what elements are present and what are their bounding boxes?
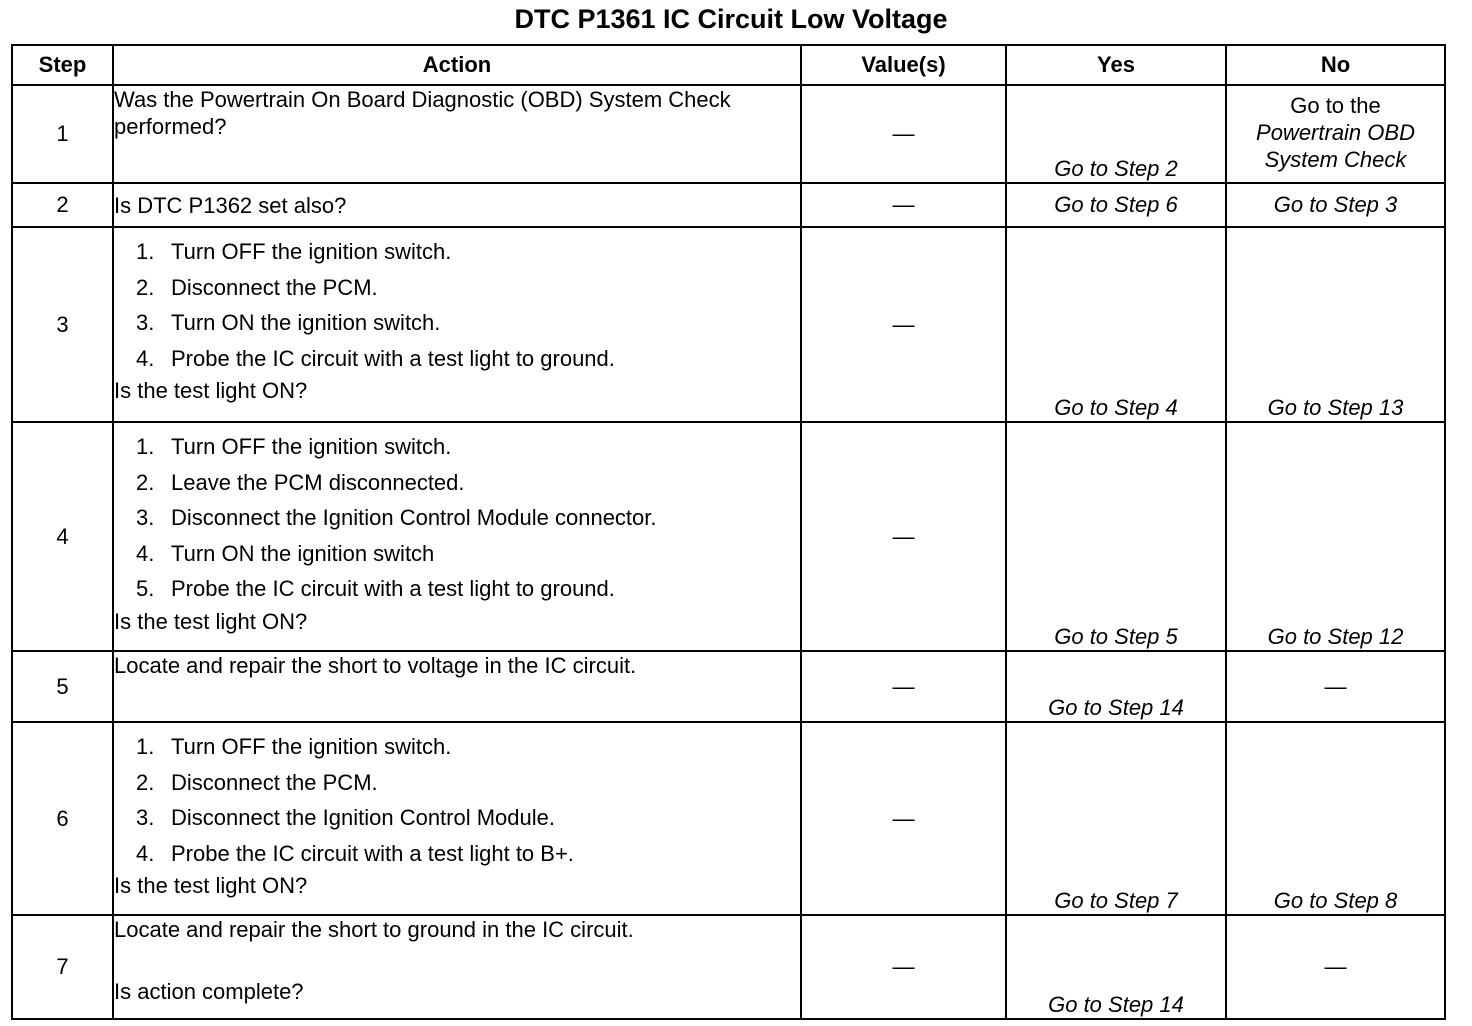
- header-action: Action: [113, 45, 801, 85]
- no-link[interactable]: Go to Step 12: [1226, 422, 1445, 651]
- header-step: Step: [12, 45, 113, 85]
- table-row: [12, 227, 1445, 422]
- table-row: [12, 422, 1445, 651]
- step-number: 1: [12, 85, 113, 183]
- step-text: Turn OFF the ignition switch.: [171, 434, 452, 459]
- procedure-list: [114, 729, 800, 871]
- list-item: 2. Disconnect the PCM.: [136, 274, 378, 300]
- list-item: 1. Turn OFF the ignition switch.: [136, 734, 452, 759]
- question-text: Is the test light ON?: [114, 378, 308, 403]
- action-text: Was the Powertrain On Board Diagnostic (OBD) System Check performed?: [114, 87, 731, 139]
- table-row: [12, 722, 1445, 915]
- header-no: No: [1226, 45, 1445, 85]
- no-line: Go to the: [1290, 93, 1381, 118]
- list-item: 4. Probe the IC circuit with a test light to B+.: [136, 840, 574, 866]
- yes-link[interactable]: Go to Step 14: [1006, 651, 1226, 722]
- step-text: Disconnect the Ignition Control Module.: [171, 805, 555, 830]
- header-yes: Yes: [1006, 45, 1226, 85]
- step-text: Disconnect the Ignition Control Module connector.: [171, 505, 657, 530]
- table-row: [12, 85, 1445, 183]
- list-item: 4. Probe the IC circuit with a test light to ground.: [136, 345, 615, 371]
- no-line: System Check: [1264, 147, 1407, 172]
- value-cell: —: [801, 85, 1006, 183]
- procedure-list: [114, 234, 800, 376]
- header-values: Value(s): [801, 45, 1006, 85]
- action-text: Locate and repair the short to ground in the IC circuit.: [114, 917, 634, 942]
- list-item: 1. Turn OFF the ignition switch.: [136, 434, 452, 459]
- list-item: 5. Probe the IC circuit with a test light to ground.: [136, 576, 615, 601]
- question-text: Is the test light ON?: [114, 608, 308, 634]
- yes-link[interactable]: Go to Step 6: [1006, 183, 1226, 227]
- action-cell: [113, 227, 801, 422]
- action-cell: [113, 85, 801, 183]
- step-text: Probe the IC circuit with a test light to B+.: [171, 840, 574, 866]
- yes-link[interactable]: Go to Step 14: [1006, 915, 1226, 1019]
- action-cell: [113, 183, 801, 227]
- list-item: 3. Turn ON the ignition switch.: [136, 310, 441, 335]
- value-cell: —: [801, 183, 1006, 227]
- step-number: 7: [12, 915, 113, 1019]
- no-cell: —: [1226, 651, 1445, 722]
- step-number: 4: [12, 422, 113, 651]
- page-title: DTC P1361 IC Circuit Low Voltage: [514, 4, 948, 34]
- yes-link[interactable]: Go to Step 2: [1006, 85, 1226, 183]
- no-link[interactable]: Go to Step 8: [1226, 722, 1445, 915]
- list-item: 4. Turn ON the ignition switch: [136, 540, 435, 566]
- list-item: 2. Leave the PCM disconnected.: [136, 469, 465, 495]
- diagnostic-table: [11, 44, 1446, 1020]
- step-text: Turn ON the ignition switch.: [171, 310, 441, 335]
- step-text: Disconnect the PCM.: [171, 274, 378, 300]
- action-cell: [113, 915, 801, 1019]
- no-line: Powertrain OBD: [1256, 120, 1415, 145]
- step-number: 5: [12, 651, 113, 722]
- table-row: [12, 183, 1445, 227]
- yes-link[interactable]: Go to Step 4: [1006, 227, 1226, 422]
- no-cell[interactable]: [1226, 85, 1445, 183]
- no-cell: —: [1226, 915, 1445, 1019]
- header-row: [12, 45, 1445, 85]
- question-text: Is action complete?: [114, 979, 304, 1004]
- action-cell: [113, 722, 801, 915]
- no-link[interactable]: Go to Step 13: [1226, 227, 1445, 422]
- action-text: Locate and repair the short to voltage in the IC circuit.: [114, 653, 637, 678]
- value-cell: —: [801, 422, 1006, 651]
- value-cell: —: [801, 915, 1006, 1019]
- yes-link[interactable]: Go to Step 7: [1006, 722, 1226, 915]
- procedure-list: [114, 429, 800, 607]
- yes-link[interactable]: Go to Step 5: [1006, 422, 1226, 651]
- step-number: 6: [12, 722, 113, 915]
- list-item: 3. Disconnect the Ignition Control Module.: [136, 805, 555, 830]
- step-text: Leave the PCM disconnected.: [171, 469, 465, 495]
- step-text: Disconnect the PCM.: [171, 769, 378, 795]
- question-text: Is the test light ON?: [114, 873, 308, 898]
- value-cell: —: [801, 651, 1006, 722]
- action-text: Is DTC P1362 set also?: [114, 192, 347, 218]
- step-number: 3: [12, 227, 113, 422]
- step-number: 2: [12, 183, 113, 227]
- step-text: Turn ON the ignition switch: [171, 540, 435, 566]
- step-text: Probe the IC circuit with a test light to ground.: [171, 576, 615, 601]
- table-row: [12, 651, 1445, 722]
- list-item: 1. Turn OFF the ignition switch.: [136, 239, 452, 264]
- action-cell: [113, 422, 801, 651]
- no-link[interactable]: Go to Step 3: [1226, 183, 1445, 227]
- step-text: Probe the IC circuit with a test light to ground.: [171, 345, 615, 371]
- list-item: 3. Disconnect the Ignition Control Module connector.: [136, 505, 657, 530]
- value-cell: —: [801, 227, 1006, 422]
- action-cell: [113, 651, 801, 722]
- list-item: 2. Disconnect the PCM.: [136, 769, 378, 795]
- value-cell: —: [801, 722, 1006, 915]
- table-row: [12, 915, 1445, 1019]
- step-text: Turn OFF the ignition switch.: [171, 239, 452, 264]
- step-text: Turn OFF the ignition switch.: [171, 734, 452, 759]
